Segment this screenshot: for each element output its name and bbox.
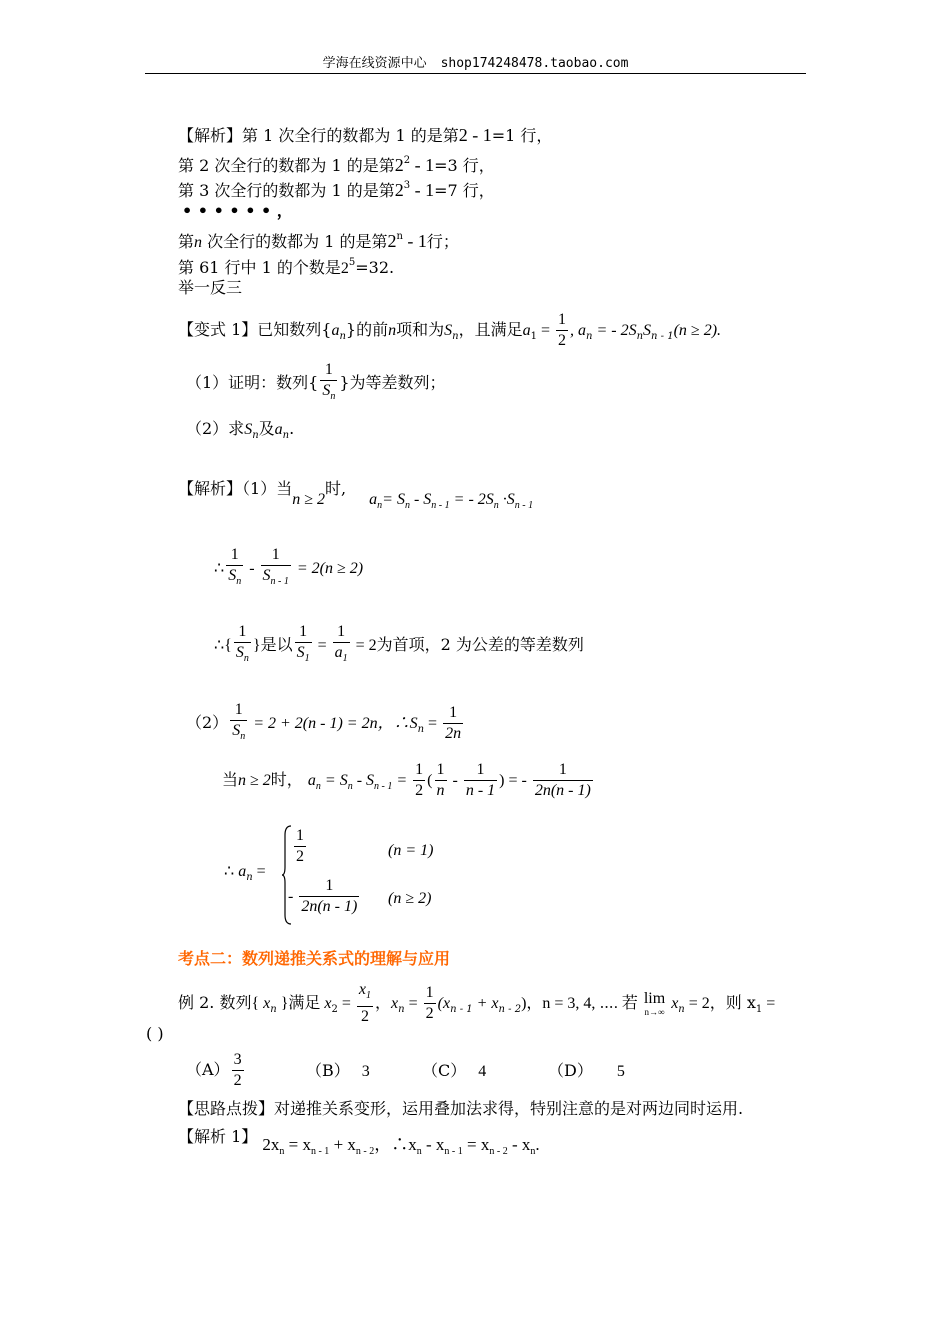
hint-line: 【思路点拨】对递推关系变形，运用叠加法求得，特别注意的是对两边同时运用. (178, 1099, 744, 1118)
piecewise-case2: - $\frac{1}{2n(n - 1)}$ (288, 877, 358, 915)
jyfs-heading: 举一反三 (178, 278, 243, 297)
solution-part2-sn: （2） $\frac{1}{S_n}$ = 2 + 2(n - 1) = 2n，$\therefore S_n$ = $\frac{1}{2n}$ (186, 701, 462, 742)
piecewise-case1: $\frac{1}{2}$ (296, 827, 304, 865)
piecewise-case2-cond: (n ≥ 2) (388, 890, 432, 907)
variant1-q2: （2）求$S_n$及$a_n$. (186, 419, 295, 441)
variant1-q1: （1）证明：数列{ $\frac{1}{S_n}$ }为等差数列； (186, 361, 446, 402)
analysis1-line61: 第 61 行中 1 的个数是$2^5=32$. (178, 257, 395, 277)
example2-statement: 例 2. 数列{ $x_n$ }满足 $x_2$ = $\frac{x_1}{2}$ ，$x_n$ = $\frac{1}{2}$ $(x_{n - 1} + x_{n - 2})$，n = 3, 4, ⋯. 若 lim n→∞ $x_n = 2$，则 $x_1$ = (178, 981, 776, 1025)
solution-step-arith: ∴{ $\frac{1}{S_n}$ }是以 $\frac{1}{S_1}$ = $\frac{1}{a_1}$ = 2为首项，2 为公差的等差数列 (214, 623, 584, 664)
option-a[interactable]: （A） $\frac{3}{2}$ (186, 1051, 242, 1089)
solution-part1-intro: 【解析】（1）当n ≥ 2时, $a_n= S_n - S_{n - 1}$ = - $2S_n \cdot S_{n - 1}$ (178, 479, 534, 511)
header-shop-url[interactable]: shop174248478.taobao.com (440, 56, 629, 71)
analysis1-line1: 【解析】第 1 次全行的数都为 1 的是第2 - 1=1 行， (178, 125, 553, 145)
section-heading: 考点二：数列递推关系式的理解与应用 (178, 949, 451, 968)
option-d[interactable]: （D） 5 (548, 1061, 625, 1080)
analysis2-line: 【解析 1】 $2x_n = x_{n - 1} + x_{n - 2}$，$\therefore x_n - x_{n - 1} = x_{n - 2} - x_n$. (178, 1127, 540, 1157)
option-b[interactable]: （B） 3 (306, 1061, 370, 1080)
analysis1-line3: 第 3 次全行的数都为 1 的是第$2^3 - 1=7$ 行， (178, 180, 495, 200)
variant1-statement: 【变式 1】已知数列$\{a_n\}$的前n项和为$S_n$，且满足$a_1$ = $\frac{1}{2}$ , $a_n$ = - $2S_nS_{n - 1}(n \ge 2)$. (178, 311, 722, 349)
example2-blank: ( ) (146, 1024, 164, 1043)
option-c[interactable]: （C） 4 (422, 1061, 487, 1080)
solution-part2-an: 当n ≥ 2时， $a_n = S_n - S_{n - 1}$ = $\frac{1}{2}$ ( $\frac{1}{n}$ - $\frac{1}{n - 1}$ ) = - $\frac{1}{2n(n - 1)}$ (222, 761, 591, 799)
analysis1-line-n: 第n 次全行的数都为 1 的是第2$^n$ - 1行； (178, 231, 459, 251)
solution-step-diff: ∴ $\frac{1}{S_n}$ - $\frac{1}{S_{n - 1}}$ = 2(n ≥ 2) (214, 546, 364, 587)
header-site: 学海在线资源中心 (322, 56, 427, 71)
piecewise-case1-cond: (n = 1) (388, 842, 434, 859)
page-header (145, 55, 806, 74)
solution-piecewise-lhs: ∴ $a_n$ = (224, 861, 266, 883)
analysis1-line2: 第 2 次全行的数都为 1 的是第$2^2 - 1=3$ 行， (178, 155, 495, 175)
analysis1-dots: • • • • • • ， (182, 201, 293, 220)
